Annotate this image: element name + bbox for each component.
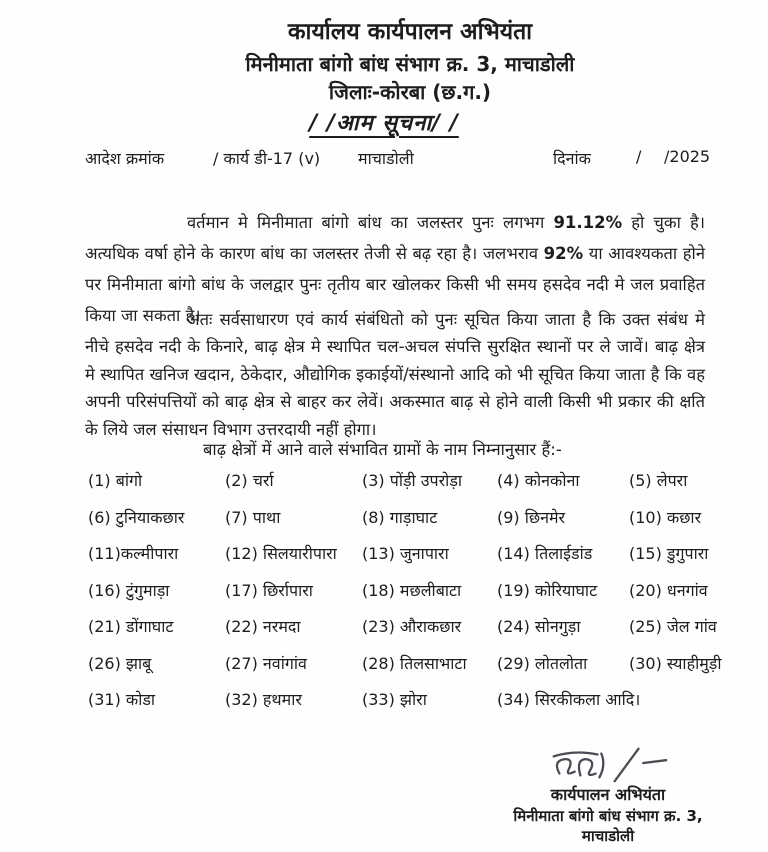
village-item: (16) टुंगुमाड़ा bbox=[88, 580, 170, 600]
village-item: (26) झाबू bbox=[88, 653, 152, 673]
handwritten-signature-icon bbox=[538, 744, 678, 784]
signatory-designation: कार्यपालन अभियंता bbox=[550, 785, 666, 804]
order-number-value: / कार्य डी-17 (v) bbox=[213, 149, 321, 168]
para1-bold-percent-2: 92% bbox=[543, 243, 584, 263]
signatory-place: माचाडोली bbox=[581, 827, 635, 846]
village-item: (11)कल्मीपारा bbox=[88, 544, 179, 563]
para1-text-2: हो चुका है। अत्यधिक वर्षा होने के कारण बांध का जलस्तर तेजी से बढ़ रहा है। जलभराव bbox=[85, 212, 705, 263]
village-item: (10) कछार bbox=[629, 507, 702, 527]
order-date-line bbox=[0, 147, 768, 171]
village-item: (1) बांगो bbox=[88, 471, 143, 490]
village-item: (18) मछलीबाटा bbox=[362, 580, 462, 600]
village-item: (28) तिलसाभाटा bbox=[362, 653, 467, 673]
office-name: कार्यालय कार्यपालन अभियंता bbox=[287, 19, 533, 45]
village-item: (20) धनगांव bbox=[629, 580, 708, 600]
village-item: (4) कोनकोना bbox=[497, 471, 580, 490]
village-item: (29) लोतलोता bbox=[497, 653, 588, 673]
village-item: (17) छिर्रापारा bbox=[225, 580, 313, 600]
para1-text-1: वर्तमान मे मिनीमाता बांगो बांध का जलस्तर पुनः लगभग bbox=[187, 212, 554, 232]
village-item: (12) सिलयारीपारा bbox=[225, 544, 337, 563]
notice-title bbox=[0, 107, 768, 137]
notice-title-text: / /आम सूचना/ / bbox=[309, 111, 459, 136]
village-item: (2) चर्रा bbox=[225, 471, 274, 490]
village-item: (33) झोरा bbox=[362, 690, 427, 709]
district-name: जिलाः-कोरबा (छ.ग.) bbox=[328, 79, 492, 104]
para1-text-3: या आवश्यकता होने पर मिनीमाता बांगो बांध के जलद्वार पुनः तृतीय बार खोलकर किसी भी समय हसदेव नदी मे जल प्रवाहित किया जा सकता है। bbox=[85, 243, 705, 325]
para1-bold-percent-1: 91.12% bbox=[553, 212, 623, 232]
order-number-label: आदेश क्रमांक bbox=[85, 149, 165, 168]
village-item: (9) छिनमेर bbox=[497, 507, 566, 527]
village-item: (25) जेल गांव bbox=[629, 617, 717, 636]
village-item: (23) औराकछार bbox=[362, 617, 462, 636]
village-item: (6) टुनियाकछार bbox=[88, 507, 185, 527]
village-item: (8) गाड़ाघाट bbox=[362, 507, 438, 527]
signature-block bbox=[482, 744, 734, 845]
village-item: (32) हथमार bbox=[225, 690, 302, 709]
village-item: (13) जुनापारा bbox=[362, 544, 449, 563]
village-item: (31) कोडा bbox=[88, 690, 156, 709]
letterhead bbox=[0, 18, 768, 105]
village-item: (7) पाथा bbox=[225, 507, 281, 527]
village-item: (27) नवांगांव bbox=[225, 653, 307, 673]
village-item: (14) तिलाईडांड bbox=[497, 544, 593, 563]
date-label: दिनांक bbox=[553, 149, 591, 168]
village-item: (5) लेपरा bbox=[629, 471, 688, 490]
village-list-heading: बाढ़ क्षेत्रों में आने वाले संभावित ग्रामों के नाम निम्नानुसार हैं:- bbox=[203, 440, 562, 459]
division-name: मिनीमाता बांगो बांध संभाग क्र. 3, माचाडोली bbox=[245, 51, 575, 76]
village-list bbox=[88, 471, 738, 727]
date-year: /2025 bbox=[664, 147, 711, 166]
village-item: (21) डोंगाघाट bbox=[88, 617, 174, 636]
village-item: (30) स्याहीमुड़ी bbox=[629, 653, 722, 673]
paragraph-warning: अतः सर्वसाधारण एवं कार्य संबंधितो को पुनः सूचित किया जाता है कि उक्त संबंध मे नीचे हसदेव नदी के किनारे, बाढ़ क्षेत्र मे स्थापित चल-अचल संपत्ति सुरक्षित स्थानों पर ले जावें। बाढ़ क्षेत्र मे स्थापित खनिज खदान, ठेकेदार, औद्योगिक इकाईयों/संस्थानो आदि को भी सूचित किया जाता है कि वह अपनी परिसंपत्तियों को बाढ़ क्षेत्र से बाहर कर लेवें। अकस्मात बाढ़ से होने वाली किसी भी प्रकार की क्षति के लिये जल संसाधन विभाग उत्तरदायी नहीं होगा। bbox=[85, 309, 705, 439]
village-item: (19) कोरियाघाट bbox=[497, 580, 598, 600]
date-day-slash: / bbox=[636, 147, 642, 166]
village-item: (3) पोंड़ी उपरोड़ा bbox=[362, 471, 463, 490]
signatory-division: मिनीमाता बांगो बांध संभाग क्र. 3, bbox=[513, 807, 703, 826]
village-item: (24) सोनगुड़ा bbox=[497, 617, 581, 636]
order-place: माचाडोली bbox=[358, 149, 414, 168]
village-item: (15) डुगुपारा bbox=[629, 544, 709, 563]
village-item: (22) नरमदा bbox=[225, 617, 301, 636]
village-item: (34) सिरकीकला आदि। bbox=[497, 690, 641, 709]
